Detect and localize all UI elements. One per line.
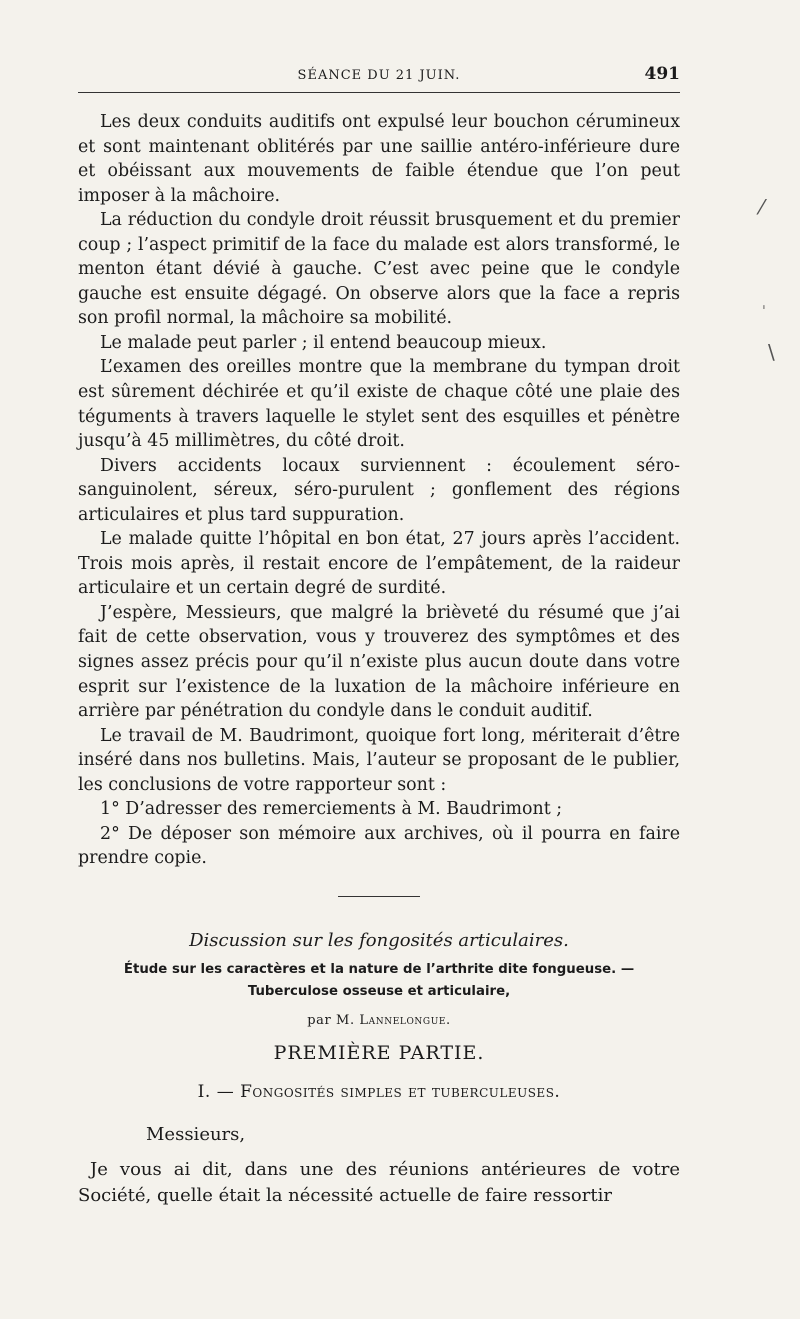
- running-title: SÉANCE DU 21 JUIN.: [297, 68, 461, 83]
- salutation: Messieurs,: [146, 1123, 246, 1145]
- margin-mark: \: [768, 340, 775, 364]
- paragraph: Je vous ai dit, dans une des réunions antérieures de votre Société, quelle était la nécessité actuelle de faire ressortir: [78, 1158, 680, 1206]
- author-name: Lannelongue.: [359, 1012, 451, 1028]
- article-title-line: Étude sur les caractères et la nature de l’arthrite dite fongueuse. —: [123, 961, 635, 977]
- chapter-title: I. — Fongosités simples et tuberculeuses.: [197, 1081, 561, 1102]
- paragraph: Le malade peut parler ; il entend beaucoup mieux.: [100, 332, 547, 353]
- paragraph: L’examen des oreilles montre que la membrane du tympan droit est sûrement déchirée et qu’il existe de chaque côté une plaie des téguments à travers laquelle le stylet sent des esquilles et pénètre jusqu’à 45 millimètres, du côté droit.: [78, 357, 680, 452]
- author-line: [78, 1013, 680, 1028]
- report-body: [78, 110, 680, 871]
- paragraph: Les deux conduits auditifs ont expulsé leur bouchon cérumineux et sont maintenant oblitérés par une saillie antéro-inférieure dure et obéissant aux mouvements de faible étendue que l’on peut imposer à la mâchoire.: [78, 112, 680, 206]
- paragraph: Le malade quitte l’hôpital en bon état, 27 jours après l’accident. Trois mois après, il restait encore de l’empâtement, de la raideur articulaire et un certain degré de surdité.: [78, 529, 680, 599]
- conclusion-item: 1° D’adresser des remerciements à M. Baudrimont ;: [100, 799, 563, 820]
- paragraph: La réduction du condyle droit réussit brusquement et du premier coup ; l’aspect primitif de la face du malade est alors transformé, le menton étant dévié à gauche. C’est avec peine que le condyle gauche est ensuite dégagé. On observe alors que la face a repris son profil normal, la mâchoire sa mobilité.: [78, 210, 680, 329]
- paragraph: Divers accidents locaux surviennent : écoulement séro-sanguinolent, séreux, séro-purulent ; gonflement des régions articulaires et plus tard suppuration.: [78, 455, 680, 525]
- section-divider: [338, 896, 420, 897]
- article-title-line: Tuberculose osseuse et articulaire,: [247, 983, 511, 999]
- margin-mark: ⁄: [760, 195, 764, 219]
- book-page: [78, 60, 680, 1209]
- section-title: Discussion sur les fongosités articulaires.: [189, 929, 569, 951]
- article-title: [78, 959, 680, 1003]
- page-number: 491: [644, 64, 680, 84]
- part-title: PREMIÈRE PARTIE.: [273, 1041, 485, 1064]
- running-header: [78, 60, 680, 93]
- lecture-text: [78, 1157, 680, 1209]
- paragraph: J’espère, Messieurs, que malgré la brièveté du résumé que j’ai fait de cette observation, vous y trouverez des symptômes et des signes assez précis pour qu’il n’existe plus aucun doute dans votre esprit sur l’existence de la luxation de la mâchoire inférieure en arrière par pénétration du condyle dans le conduit auditif.: [78, 602, 680, 722]
- margin-mark: ˌ: [762, 295, 766, 311]
- author-prefix: par M.: [307, 1012, 360, 1028]
- conclusion-item: 2° De déposer son mémoire aux archives, où il pourra en faire prendre copie.: [78, 823, 680, 869]
- paragraph: Le travail de M. Baudrimont, quoique fort long, mériterait d’être inséré dans nos bulletins. Mais, l’auteur se proposant de le publier, les conclusions de votre rapporteur sont :: [78, 725, 680, 795]
